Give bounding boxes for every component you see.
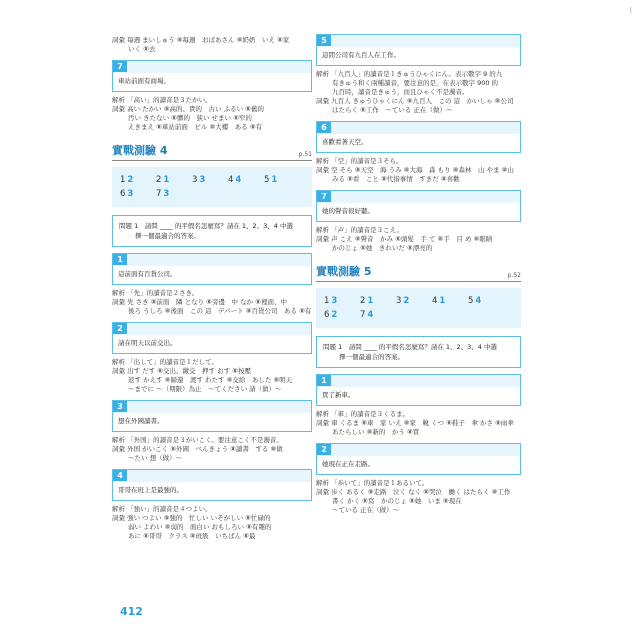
explanation-line: 解析 「声」的讀音是３こえ。 bbox=[316, 226, 403, 234]
section-title: 實戰測驗 4 bbox=[112, 144, 168, 157]
explanation-line: 詞彙 強い つよい ⑧強的 忙しい いそがしい ⑧忙碌的 bbox=[112, 514, 271, 522]
explanation-line: 解析 「空」的讀音是３そら。 bbox=[316, 157, 403, 165]
question-number: 2 bbox=[113, 323, 127, 334]
explanation-line: 詞彙 外国 がいこく ⑧外國 べんきょう ⑧讀書 する ⑧做 bbox=[112, 445, 283, 453]
answer-item: 7 4 bbox=[360, 310, 374, 320]
answer-item: 1 3 bbox=[324, 296, 338, 306]
explanation-line: 詞彙 九百人 きゅうひゃくにん ⑧九百人 この 這 かいしゃ ⑧公司 bbox=[316, 97, 514, 105]
explanation-line: 返す かえす ⑧歸還 渡す わたす ⑧交給 あした ⑧明天 bbox=[128, 376, 293, 384]
question-box bbox=[316, 443, 521, 475]
question-text: 她的聲音很好聽。 bbox=[322, 207, 374, 215]
question-number: 3 bbox=[113, 401, 127, 412]
section-title: 實戰測驗 5 bbox=[316, 265, 372, 278]
answer-row bbox=[120, 187, 304, 201]
explanation-line: いく ⑧去 bbox=[128, 45, 156, 53]
instruction-line: 問題 1 請問 ____ 的平假名怎麼寫？請在 1、2、3、4 中選 bbox=[119, 222, 294, 230]
answer-row bbox=[324, 294, 513, 308]
question-text: 買了新車。 bbox=[322, 391, 355, 399]
answer-row bbox=[324, 308, 513, 322]
answer-item: 3 2 bbox=[396, 296, 410, 306]
section-page-ref: p.51 bbox=[298, 151, 312, 158]
explanation-line: 詞彙 先 さき ⑧前面 隣 となり ⑧旁邊 中 なか ⑧裡面、中 bbox=[112, 298, 287, 306]
question-number: 7 bbox=[317, 191, 331, 202]
question-box bbox=[316, 190, 521, 222]
explanation-line: 詞彙 声 こえ ⑧聲音 かみ ⑧頭髮 手 て ⑧手 目 め ⑧眼睛 bbox=[316, 235, 493, 243]
explanation-line: 詞彙 空 そら ⑧天空 海 うみ ⑧大海 森 もり ⑧森林 山 やま ⑧山 bbox=[316, 166, 514, 174]
answer-item: 2 1 bbox=[360, 296, 374, 306]
answer-item: 4 4 bbox=[228, 175, 242, 185]
question-number: 5 bbox=[317, 35, 331, 46]
question-text: 車站前面有商場。 bbox=[118, 77, 170, 85]
question-number: 4 bbox=[113, 470, 127, 481]
explanation-line: かのじょ ⑧她 きれいだ ⑧漂亮的 bbox=[332, 244, 433, 252]
question-number: 1 bbox=[113, 254, 127, 265]
page-number: 412 bbox=[120, 605, 143, 618]
question-text: 請在明天以前交出。 bbox=[118, 339, 177, 347]
explanation-line: 詞彙 出す だす ⑧交出、繳交 押す おす ⑧按壓 bbox=[112, 367, 251, 375]
explanation-line: 解析 「出して」的讀音是１だして。 bbox=[112, 358, 218, 366]
question-text: 她現在正在走路。 bbox=[322, 460, 374, 468]
explanation-line: 解析 「強い」的讀音是４つよい。 bbox=[112, 505, 212, 513]
answer-item: 5 4 bbox=[468, 296, 482, 306]
question-text: 這前面有百貨公司。 bbox=[118, 270, 177, 278]
question-text: 哥哥在班上是最強的。 bbox=[118, 486, 183, 494]
explanation-line: はたらく ⑧工作 ～ている 正在（做）～ bbox=[332, 106, 453, 114]
answer-item: 2 1 bbox=[156, 175, 170, 185]
question-box bbox=[112, 400, 312, 432]
explanation-line: 解析 「歩いて」的讀音是１あるいて。 bbox=[316, 479, 429, 487]
explanation-line: みる ⑧看 こと ⑧代指事情 すきだ ⑧喜歡 bbox=[332, 175, 460, 183]
explanation-line: 弱い よわい ⑧弱的 面白い おもしろい ⑧有趣的 bbox=[128, 523, 272, 531]
left-column bbox=[112, 36, 312, 541]
instruction-box bbox=[112, 215, 312, 247]
explanation-line: 汚い きたない ⑧髒的 狭い せまい ⑧窄的 bbox=[128, 114, 252, 122]
section-heading bbox=[112, 142, 312, 161]
question-text: 想在外國讀書。 bbox=[118, 417, 164, 425]
explanation-line: 解析 「先」的讀音是２さき。 bbox=[112, 289, 199, 297]
answer-item: 6 2 bbox=[324, 310, 338, 320]
answer-key bbox=[316, 288, 521, 328]
instruction-line: 問題 1 請問 ____ 的平假名怎麼寫？請在 1、2、3、4 中選 bbox=[323, 343, 498, 351]
corner-mark: ⁞ bbox=[629, 6, 632, 15]
question-box bbox=[316, 34, 521, 66]
section-page-ref: p.52 bbox=[507, 272, 521, 279]
answer-key bbox=[112, 167, 312, 207]
explanation-line: 有きゅう和く兩種讀音，要注意的是，在表示數字 900 的 bbox=[332, 79, 499, 87]
question-number: 7 bbox=[113, 61, 127, 72]
explanation-line: ～までに ～（期限）為止 ～てください 請（做）～ bbox=[128, 385, 282, 393]
answer-item: 7 3 bbox=[156, 189, 170, 199]
answer-row bbox=[120, 173, 304, 187]
explanation-line: あに ⑧哥哥 クラス ⑧班級 いちばん ⑧最 bbox=[128, 532, 256, 540]
explanation-line: 後ろ うしろ ⑧後面 この 這 デパート ⑧百貨公司 ある ⑧有 bbox=[128, 307, 312, 315]
explanation-line: 解析 「外国」的讀音是３がいこく。要注意こく不是濁音。 bbox=[112, 436, 283, 444]
explanation-line: ～たい 想（做）～ bbox=[128, 454, 183, 462]
explanation-line: 解析 「九百人」的讀音是１きゅうひゃくにん。表示數字 9 的九 bbox=[316, 70, 503, 78]
explanation-line: 詞彙 歩く あるく ⑧走路 泣く なく ⑧哭泣 働く はたらく ⑧工作 bbox=[316, 488, 511, 496]
question-number: 1 bbox=[317, 375, 331, 386]
explanation-line: あたらしい ⑧新的 かう ⑧買 bbox=[332, 428, 420, 436]
explanation-line: 詞彙 毎週 まいしゅう ⑧毎週 おばあさん ⑧奶奶 いえ ⑧家 bbox=[112, 36, 290, 44]
explanation-line: ～ている 正在（做）～ bbox=[332, 506, 400, 514]
answer-item: 3 3 bbox=[192, 175, 206, 185]
question-number: 6 bbox=[317, 122, 331, 133]
question-box bbox=[112, 469, 312, 501]
explanation-line: 詞彙 高い たかい ⑧高的、貴的 古い ふるい ⑧舊的 bbox=[112, 105, 264, 113]
right-column bbox=[316, 32, 521, 515]
explanation-line: 解析 「車」的讀音是３くるま。 bbox=[316, 410, 410, 418]
answer-item: 1 2 bbox=[120, 175, 134, 185]
question-text: 這間公司有九百人在工作。 bbox=[322, 51, 400, 59]
answer-item: 4 1 bbox=[432, 296, 446, 306]
explanation-line: えきまえ ⑧車站前面 ビル ⑧大樓 ある ⑧有 bbox=[128, 123, 263, 131]
instruction-box bbox=[316, 336, 521, 368]
explanation-line: 解析 「高い」的讀音是３たかい。 bbox=[112, 96, 212, 104]
instruction-line: 擇一個最適合的答案。 bbox=[339, 353, 404, 361]
answer-item: 6 3 bbox=[120, 189, 134, 199]
question-number: 2 bbox=[317, 444, 331, 455]
question-box bbox=[112, 60, 312, 92]
instruction-line: 擇一個最適合的答案。 bbox=[135, 232, 200, 240]
question-box bbox=[112, 322, 312, 354]
section-heading bbox=[316, 263, 521, 282]
explanation-line: 詞彙 車 くるま ⑧車 家 いえ ⑧家 靴 くつ ⑧鞋子 傘 かさ ⑧雨傘 bbox=[316, 419, 514, 427]
question-text: 喜歡看著天空。 bbox=[322, 138, 368, 146]
explanation-line: 書く かく ⑧寫 かのじょ ⑧她 いま ⑧現在 bbox=[332, 497, 462, 505]
answer-item: 5 1 bbox=[264, 175, 278, 185]
question-box bbox=[316, 374, 521, 406]
question-box bbox=[316, 121, 521, 153]
question-box bbox=[112, 253, 312, 285]
explanation-line: 九百時，讀音是きゅう，而且ひゃく不是濁音。 bbox=[332, 88, 469, 96]
